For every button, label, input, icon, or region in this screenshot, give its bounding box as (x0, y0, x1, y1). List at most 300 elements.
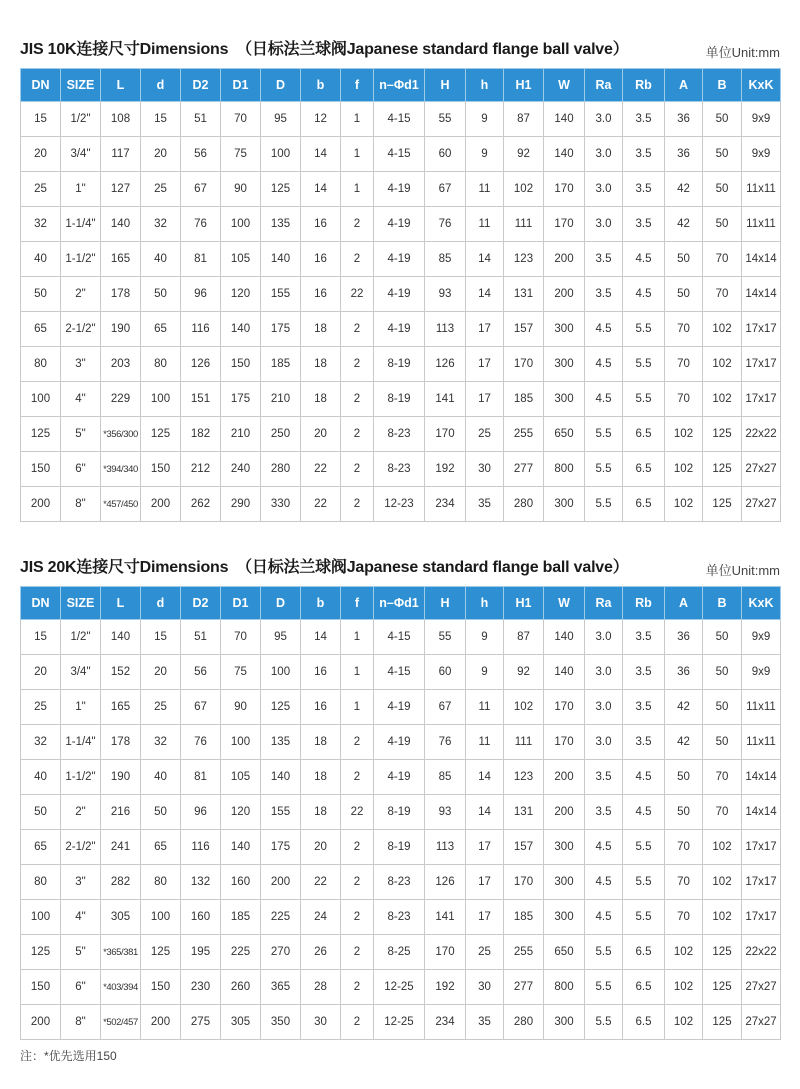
table-cell: 25 (141, 172, 181, 207)
table-cell: 3.5 (623, 690, 665, 725)
column-header: L (101, 587, 141, 620)
table-cell: 18 (301, 312, 341, 347)
column-header: Rb (623, 587, 665, 620)
column-header: H (425, 587, 466, 620)
table-cell: 18 (301, 382, 341, 417)
table-cell: 76 (181, 725, 221, 760)
jis-10k-section (20, 36, 780, 522)
table-cell: 26 (301, 935, 341, 970)
table-cell: 170 (425, 417, 466, 452)
table-cell: 25 (21, 690, 61, 725)
table-cell: 50 (21, 795, 61, 830)
table-cell: 140 (261, 242, 301, 277)
table-cell: 178 (101, 277, 141, 312)
table-cell: 70 (703, 795, 742, 830)
table-cell: 102 (703, 382, 742, 417)
table-row (21, 935, 781, 970)
table-cell: 35 (466, 487, 504, 522)
table-cell: 800 (544, 970, 585, 1005)
column-header: Ra (585, 587, 623, 620)
table-cell: 125 (703, 970, 742, 1005)
table-cell: 4" (61, 900, 101, 935)
table-cell: 56 (181, 655, 221, 690)
table-cell: 100 (141, 900, 181, 935)
table-cell: 9 (466, 102, 504, 137)
table-cell: 35 (466, 1005, 504, 1040)
table-cell: 50 (141, 795, 181, 830)
table-cell: 175 (261, 830, 301, 865)
table-cell: 2 (341, 725, 374, 760)
table-cell: 4-19 (374, 172, 425, 207)
table-cell: 27x27 (742, 452, 781, 487)
column-header: d (141, 69, 181, 102)
table-cell: 4-15 (374, 655, 425, 690)
column-header: D1 (221, 587, 261, 620)
table-cell: 200 (544, 760, 585, 795)
column-header: b (301, 587, 341, 620)
table-cell: 120 (221, 277, 261, 312)
table-cell: 20 (301, 830, 341, 865)
column-header: Rb (623, 69, 665, 102)
table-cell: 212 (181, 452, 221, 487)
table-row (21, 242, 781, 277)
table-cell: 1 (341, 172, 374, 207)
table-cell: 8-19 (374, 795, 425, 830)
table-cell: 229 (101, 382, 141, 417)
table-cell: 36 (665, 137, 703, 172)
table-cell: 255 (504, 935, 544, 970)
table-cell: 12 (301, 102, 341, 137)
table-cell: 22 (301, 487, 341, 522)
table-cell: 51 (181, 620, 221, 655)
table-cell: 93 (425, 795, 466, 830)
table-cell: 290 (221, 487, 261, 522)
table-cell: 200 (141, 1005, 181, 1040)
table-cell: 2-1/2" (61, 830, 101, 865)
column-header: D2 (181, 587, 221, 620)
table-cell: 65 (21, 830, 61, 865)
table-cell: 8-19 (374, 382, 425, 417)
table-cell: 203 (101, 347, 141, 382)
table-row (21, 760, 781, 795)
table-cell: 300 (544, 487, 585, 522)
table-cell: 80 (141, 347, 181, 382)
table-cell: 175 (261, 312, 301, 347)
table-cell: 65 (141, 312, 181, 347)
table-cell: *502/457 (101, 1005, 141, 1040)
table-cell: 70 (665, 312, 703, 347)
table-cell: 185 (221, 900, 261, 935)
table-cell: 260 (221, 970, 261, 1005)
table-cell: 4.5 (585, 830, 623, 865)
table-cell: 3/4" (61, 655, 101, 690)
table-cell: 16 (301, 242, 341, 277)
table-cell: 36 (665, 620, 703, 655)
table-cell: 255 (504, 417, 544, 452)
table-cell: 20 (141, 137, 181, 172)
table-cell: 3.5 (585, 277, 623, 312)
table-cell: 2 (341, 487, 374, 522)
table-cell: 8-23 (374, 865, 425, 900)
table-cell: 25 (141, 690, 181, 725)
column-header: h (466, 587, 504, 620)
footnote: 注：*优先选用150 (20, 1049, 117, 1063)
table-cell: 4-19 (374, 207, 425, 242)
table-cell: 182 (181, 417, 221, 452)
table-cell: 8" (61, 487, 101, 522)
table-cell: 70 (665, 382, 703, 417)
table-cell: 170 (544, 207, 585, 242)
table-cell: 165 (101, 242, 141, 277)
table-cell: 282 (101, 865, 141, 900)
table-cell: 6.5 (623, 935, 665, 970)
table-cell: 5.5 (623, 347, 665, 382)
table-cell: 127 (101, 172, 141, 207)
table-cell: 100 (221, 725, 261, 760)
table-row (21, 690, 781, 725)
table-cell: 102 (665, 1005, 703, 1040)
table-cell: 20 (301, 417, 341, 452)
table-cell: 50 (703, 690, 742, 725)
table-cell: 141 (425, 382, 466, 417)
table-cell: 185 (261, 347, 301, 382)
table-cell: 170 (544, 725, 585, 760)
table-cell: 277 (504, 970, 544, 1005)
table-cell: 150 (221, 347, 261, 382)
table-cell: 11 (466, 690, 504, 725)
table-cell: 225 (221, 935, 261, 970)
table-cell: 262 (181, 487, 221, 522)
table-row (21, 137, 781, 172)
table-cell: 96 (181, 795, 221, 830)
table-cell: 200 (21, 1005, 61, 1040)
table-cell: 140 (221, 830, 261, 865)
table-cell: 230 (181, 970, 221, 1005)
table-cell: 1-1/2" (61, 242, 101, 277)
table-cell: 4-19 (374, 312, 425, 347)
table-cell: 116 (181, 312, 221, 347)
table-row (21, 830, 781, 865)
table-cell: 14x14 (742, 277, 781, 312)
table-cell: 116 (181, 830, 221, 865)
unit-label: 单位Unit:mm (705, 45, 780, 60)
table-cell: 9x9 (742, 620, 781, 655)
table-cell: 92 (504, 655, 544, 690)
table-cell: 3.5 (623, 725, 665, 760)
table-cell: 102 (665, 417, 703, 452)
table-cell: 5.5 (585, 487, 623, 522)
table-row (21, 277, 781, 312)
table-cell: 9 (466, 620, 504, 655)
table-cell: 102 (703, 900, 742, 935)
table-cell: 2 (341, 242, 374, 277)
table-cell: 5" (61, 935, 101, 970)
table-cell: 25 (466, 935, 504, 970)
table-cell: 4.5 (585, 382, 623, 417)
table-cell: 157 (504, 312, 544, 347)
table-cell: 80 (21, 347, 61, 382)
table-cell: 234 (425, 487, 466, 522)
table-cell: 93 (425, 277, 466, 312)
table-cell: 102 (703, 347, 742, 382)
table-cell: 178 (101, 725, 141, 760)
table-cell: 15 (141, 620, 181, 655)
table-cell: 125 (21, 417, 61, 452)
table-cell: 100 (141, 382, 181, 417)
table-cell: 50 (703, 102, 742, 137)
table-cell: 14 (466, 277, 504, 312)
table-cell: 6" (61, 452, 101, 487)
table-cell: 102 (504, 690, 544, 725)
table-cell: 105 (221, 760, 261, 795)
table-cell: 20 (141, 655, 181, 690)
table-cell: 1 (341, 655, 374, 690)
column-header: f (341, 69, 374, 102)
table-cell: 2 (341, 970, 374, 1005)
table-cell: 200 (261, 865, 301, 900)
table-cell: 200 (141, 487, 181, 522)
table-cell: 120 (221, 795, 261, 830)
table-cell: 9x9 (742, 102, 781, 137)
table-row (21, 417, 781, 452)
table-cell: 5" (61, 417, 101, 452)
table-row (21, 795, 781, 830)
table-cell: 3.5 (623, 655, 665, 690)
column-header: W (544, 69, 585, 102)
table-cell: 241 (101, 830, 141, 865)
table-cell: 4-15 (374, 620, 425, 655)
table-cell: 3" (61, 865, 101, 900)
table-cell: 3.0 (585, 620, 623, 655)
table-cell: 50 (665, 242, 703, 277)
table-cell: 140 (544, 655, 585, 690)
table-row (21, 382, 781, 417)
table-cell: 280 (504, 1005, 544, 1040)
table-cell: 300 (544, 382, 585, 417)
table-cell: 126 (181, 347, 221, 382)
table-cell: 28 (301, 970, 341, 1005)
table-cell: 32 (141, 207, 181, 242)
table-cell: 60 (425, 655, 466, 690)
table-cell: 76 (425, 725, 466, 760)
column-header: DN (21, 587, 61, 620)
table-cell: 4-15 (374, 137, 425, 172)
table-cell: 3.5 (623, 102, 665, 137)
table-cell: *356/300 (101, 417, 141, 452)
table-cell: 11 (466, 207, 504, 242)
table-cell: 12-25 (374, 970, 425, 1005)
table-cell: *394/340 (101, 452, 141, 487)
table-cell: 160 (181, 900, 221, 935)
table-cell: 123 (504, 242, 544, 277)
table-cell: 17x17 (742, 312, 781, 347)
table-cell: 160 (221, 865, 261, 900)
table-cell: 102 (665, 935, 703, 970)
table-cell: 76 (181, 207, 221, 242)
table-cell: 3.5 (585, 795, 623, 830)
table-cell: 40 (141, 242, 181, 277)
table-cell: 70 (703, 760, 742, 795)
column-header: A (665, 587, 703, 620)
table-cell: 22 (301, 865, 341, 900)
table-cell: 25 (466, 417, 504, 452)
table-cell: 2 (341, 207, 374, 242)
jis-20k-section (20, 554, 780, 1040)
table-cell: 8" (61, 1005, 101, 1040)
table-cell: 50 (703, 655, 742, 690)
table-cell: 2 (341, 382, 374, 417)
table-cell: 50 (703, 620, 742, 655)
table-cell: 1" (61, 172, 101, 207)
table-cell: 125 (261, 172, 301, 207)
table-cell: 170 (544, 172, 585, 207)
table-cell: 67 (181, 172, 221, 207)
table-cell: 125 (141, 935, 181, 970)
table-cell: 42 (665, 690, 703, 725)
table-cell: 90 (221, 690, 261, 725)
table-cell: 140 (544, 620, 585, 655)
table-cell: 140 (261, 760, 301, 795)
column-header: Ra (585, 69, 623, 102)
table-cell: 5.5 (585, 417, 623, 452)
table-cell: *365/381 (101, 935, 141, 970)
table-cell: 2 (341, 935, 374, 970)
table-cell: 81 (181, 242, 221, 277)
table-cell: 5.5 (623, 900, 665, 935)
table-cell: 4.5 (585, 900, 623, 935)
table-cell: 80 (21, 865, 61, 900)
column-header: H (425, 69, 466, 102)
table-cell: 17x17 (742, 382, 781, 417)
table-cell: 125 (703, 935, 742, 970)
table-cell: 3.0 (585, 725, 623, 760)
table-cell: 36 (665, 655, 703, 690)
table-row (21, 347, 781, 382)
table-cell: 20 (21, 137, 61, 172)
table-cell: 102 (665, 970, 703, 1005)
table-cell: 200 (21, 487, 61, 522)
table-cell: 102 (703, 830, 742, 865)
table-cell: 16 (301, 277, 341, 312)
table-cell: 17 (466, 900, 504, 935)
table-cell: 111 (504, 207, 544, 242)
table-cell: 85 (425, 242, 466, 277)
table-cell: 185 (504, 382, 544, 417)
table-cell: 165 (101, 690, 141, 725)
table-cell: 12-23 (374, 487, 425, 522)
table-cell: 32 (141, 725, 181, 760)
table-cell: 2 (341, 760, 374, 795)
table-cell: 42 (665, 172, 703, 207)
table-cell: 4.5 (623, 277, 665, 312)
table-cell: 2" (61, 277, 101, 312)
table-cell: 250 (261, 417, 301, 452)
table-cell: 9x9 (742, 655, 781, 690)
table-cell: 5.5 (585, 452, 623, 487)
header-row (21, 587, 781, 620)
column-header: n–Φd1 (374, 69, 425, 102)
table-cell: 2 (341, 452, 374, 487)
table-cell: 3.5 (623, 620, 665, 655)
table-row (21, 207, 781, 242)
table-cell: 100 (261, 137, 301, 172)
table-cell: 96 (181, 277, 221, 312)
table-cell: 50 (21, 277, 61, 312)
table-cell: 70 (221, 620, 261, 655)
table-cell: 170 (504, 347, 544, 382)
table-cell: 192 (425, 452, 466, 487)
column-header: B (703, 587, 742, 620)
table-cell: 14x14 (742, 242, 781, 277)
table-cell: 113 (425, 830, 466, 865)
table-cell: 85 (425, 760, 466, 795)
section-title: JIS 20K连接尺寸Dimensions （日标法兰球阀Japanese standard flange ball valve） (20, 559, 629, 576)
table-cell: 17 (466, 347, 504, 382)
table-cell: 270 (261, 935, 301, 970)
column-header: KxK (742, 587, 781, 620)
column-header: SIZE (61, 69, 101, 102)
table-cell: 225 (261, 900, 301, 935)
table-cell: 2-1/2" (61, 312, 101, 347)
table-row (21, 865, 781, 900)
table-cell: 40 (21, 242, 61, 277)
table-cell: 12-25 (374, 1005, 425, 1040)
table-cell: 151 (181, 382, 221, 417)
table-cell: 100 (221, 207, 261, 242)
table-cell: 2 (341, 830, 374, 865)
table-cell: *457/450 (101, 487, 141, 522)
column-header: d (141, 587, 181, 620)
table-cell: 2 (341, 312, 374, 347)
table-cell: 117 (101, 137, 141, 172)
table-cell: 80 (141, 865, 181, 900)
table-cell: 14x14 (742, 795, 781, 830)
table-cell: 50 (703, 725, 742, 760)
table-cell: 5.5 (585, 970, 623, 1005)
table-row (21, 1005, 781, 1040)
table-cell: 4-19 (374, 277, 425, 312)
table-cell: 32 (21, 207, 61, 242)
table-cell: 40 (141, 760, 181, 795)
table-cell: 50 (703, 172, 742, 207)
table-row (21, 172, 781, 207)
table-cell: 6" (61, 970, 101, 1005)
table-cell: 4-19 (374, 690, 425, 725)
table-cell: 50 (665, 277, 703, 312)
table-cell: 5.5 (623, 830, 665, 865)
table-cell: 3.5 (623, 172, 665, 207)
table-cell: 185 (504, 900, 544, 935)
section-header (20, 36, 780, 68)
table-row (21, 655, 781, 690)
table-cell: 55 (425, 102, 466, 137)
table-cell: 20 (21, 655, 61, 690)
table-cell: 8-19 (374, 347, 425, 382)
table-cell: 2 (341, 347, 374, 382)
column-header: B (703, 69, 742, 102)
table-cell: 123 (504, 760, 544, 795)
table-row (21, 452, 781, 487)
table-row (21, 900, 781, 935)
table-cell: 22 (301, 452, 341, 487)
table-cell: 5.5 (623, 382, 665, 417)
table-cell: 140 (101, 620, 141, 655)
table-cell: 365 (261, 970, 301, 1005)
table-cell: 131 (504, 277, 544, 312)
header-row (21, 69, 781, 102)
table-cell: 11x11 (742, 172, 781, 207)
column-header: DN (21, 69, 61, 102)
